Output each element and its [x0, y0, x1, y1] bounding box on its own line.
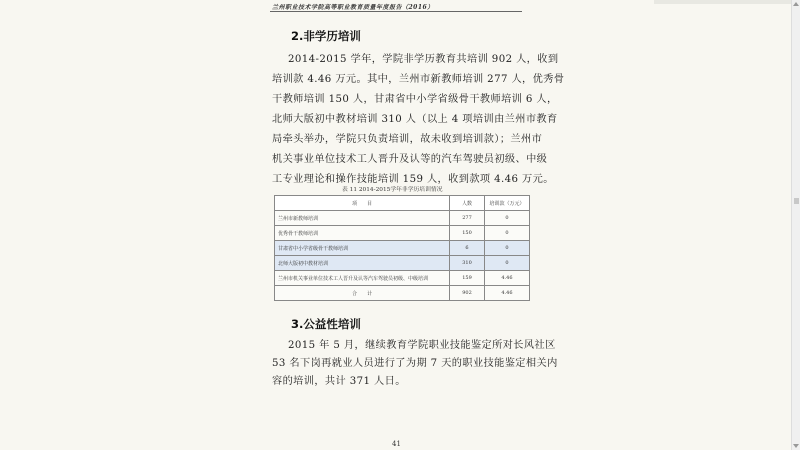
cell-item: 甘肃省中小学省级骨干教师培训 — [275, 241, 450, 256]
cell-fee: 4.46 — [484, 271, 529, 286]
paragraph-line: 53 名下岗再就业人员进行了为期 7 天的职业技能鉴定相关内 — [272, 358, 558, 369]
cell-item: 兰州市新教师培训 — [275, 211, 450, 226]
table-caption: 表 11 2014-2015学年非学历培训情况 — [342, 187, 443, 193]
paragraph-line: 局牵头举办，学院只负责培训，故未收到培训款）；兰州市 — [272, 134, 543, 145]
vertical-scrollbar[interactable] — [791, 0, 800, 450]
cell-fee: 4.46 — [484, 286, 529, 301]
paragraph-line: 北师大版初中教材培训 310 人（以上 4 项培训由兰州市教育 — [272, 114, 558, 125]
cell-fee: 0 — [484, 241, 529, 256]
scrollbar-thumb[interactable] — [794, 198, 799, 204]
toolbar-strip — [654, 0, 792, 4]
column-header-item: 项 目 — [275, 196, 450, 211]
cell-item: 优秀骨干教师培训 — [275, 226, 450, 241]
paragraph-line: 机关事业单位技术工人晋升及认等的汽车驾驶员初级、中级 — [272, 154, 548, 165]
cell-count: 902 — [450, 286, 485, 301]
paragraph-line: 工专业理论和操作技能培训 159 人，收到款项 4.46 万元。 — [272, 174, 554, 185]
cell-count: 159 — [450, 271, 485, 286]
paragraph-line: 容的培训，共计 371 人日。 — [272, 376, 406, 387]
section-title-non-degree-training: 2.非学历培训 — [291, 29, 361, 43]
cell-count: 277 — [450, 211, 485, 226]
cell-item: 北师大版初中教材培训 — [275, 256, 450, 271]
paragraph-line: 干教师培训 150 人，甘肃省中小学省级骨干教师培训 6 人， — [272, 94, 558, 105]
page-number: 41 — [392, 440, 401, 448]
training-table — [274, 195, 530, 301]
table-row — [275, 226, 530, 241]
header-rule — [270, 11, 522, 12]
paragraph-line: 2015 年 5 月，继续教育学院职业技能鉴定所对长风社区 — [288, 340, 556, 351]
cell-count: 6 — [450, 241, 485, 256]
scroll-up-icon[interactable] — [793, 2, 799, 6]
table-row — [275, 241, 530, 256]
paragraph-line: 培训款 4.46 万元。其中，兰州市新教师培训 277 人，优秀骨 — [272, 74, 565, 85]
table-row — [275, 211, 530, 226]
cell-fee: 0 — [484, 256, 529, 271]
table-row — [275, 271, 530, 286]
section-title-public-welfare-training: 3.公益性培训 — [291, 317, 361, 331]
table-row — [275, 256, 530, 271]
cell-count: 150 — [450, 226, 485, 241]
cell-fee: 0 — [484, 211, 529, 226]
cell-count: 310 — [450, 256, 485, 271]
running-header: 兰州职业技术学院高等职业教育质量年度报告（2016） — [272, 4, 434, 11]
table-total-row — [275, 286, 530, 301]
column-header-count: 人数 — [450, 196, 485, 211]
cell-item: 合 计 — [275, 286, 450, 301]
cell-fee: 0 — [484, 226, 529, 241]
column-header-fee: 培训款（万元） — [484, 196, 529, 211]
cell-item: 兰州市机关事业单位技术工人晋升及认等汽车驾驶员初级、中级培训 — [275, 271, 450, 286]
paragraph-line: 2014-2015 学年，学院非学历教育共培训 902 人，收到 — [288, 54, 559, 65]
scroll-down-icon[interactable] — [793, 444, 799, 448]
table-header-row — [275, 196, 530, 211]
